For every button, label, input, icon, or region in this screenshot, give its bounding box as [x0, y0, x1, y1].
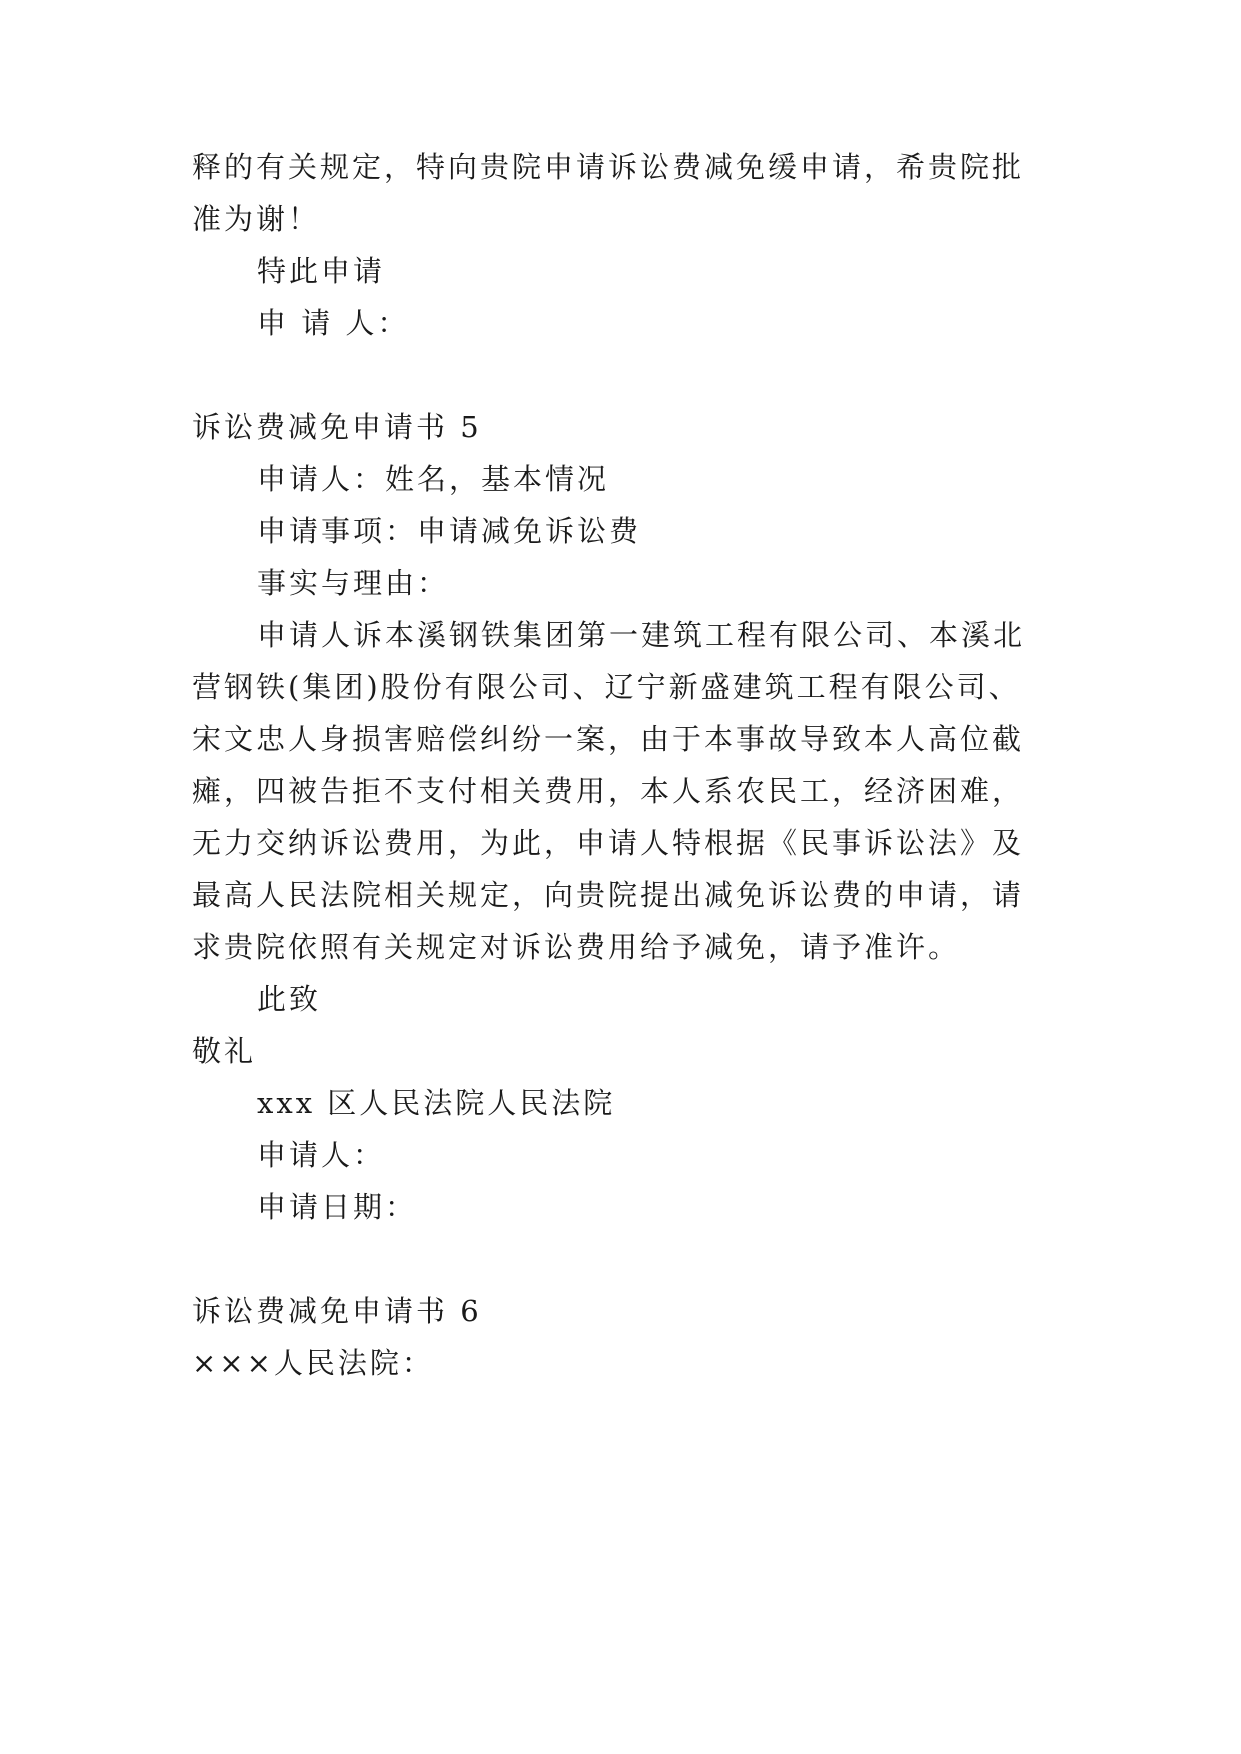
facts-line: 瘫，四被告拒不支付相关费用，本人系农民工，经济困难，	[192, 774, 1025, 808]
facts-line: 宋文忠人身损害赔偿纠纷一案，由于本事故导致本人高位截	[192, 722, 1025, 756]
facts-line: 求贵院依照有关规定对诉讼费用给予减免，请予准许。	[192, 930, 961, 964]
body-line: 准为谢！	[192, 202, 321, 236]
facts-heading: 事实与理由：	[257, 566, 450, 600]
section-title: 诉讼费减免申请书 6	[192, 1294, 482, 1328]
facts-line: 申请人诉本溪钢铁集团第一建筑工程有限公司、本溪北	[257, 618, 1026, 652]
applicant-info: 申请人：姓名，基本情况	[257, 462, 610, 496]
body-line: 释的有关规定，特向贵院申请诉讼费减免缓申请，希贵院批	[192, 150, 1025, 184]
request-item: 申请事项：申请减免诉讼费	[257, 514, 642, 548]
closing-line: 特此申请	[257, 254, 386, 288]
facts-line: 营钢铁(集团)股份有限公司、辽宁新盛建筑工程有限公司、	[192, 670, 1021, 704]
section-title: 诉讼费减免申请书 5	[192, 410, 482, 444]
applicant-signature-label: 申请人：	[257, 1138, 386, 1172]
facts-line: 最高人民法院相关规定，向贵院提出减免诉讼费的申请，请	[192, 878, 1025, 912]
salutation-line: 此致	[257, 982, 322, 1016]
applicant-signature-label: 申 请 人：	[257, 306, 410, 340]
addressee-line: ×××人民法院：	[192, 1346, 434, 1380]
salutation-line: 敬礼	[192, 1034, 257, 1068]
court-name: xxx 区人民法院人民法院	[257, 1086, 616, 1120]
facts-line: 无力交纳诉讼费用，为此，申请人特根据《民事诉讼法》及	[192, 826, 1025, 860]
date-label: 申请日期：	[257, 1190, 418, 1224]
